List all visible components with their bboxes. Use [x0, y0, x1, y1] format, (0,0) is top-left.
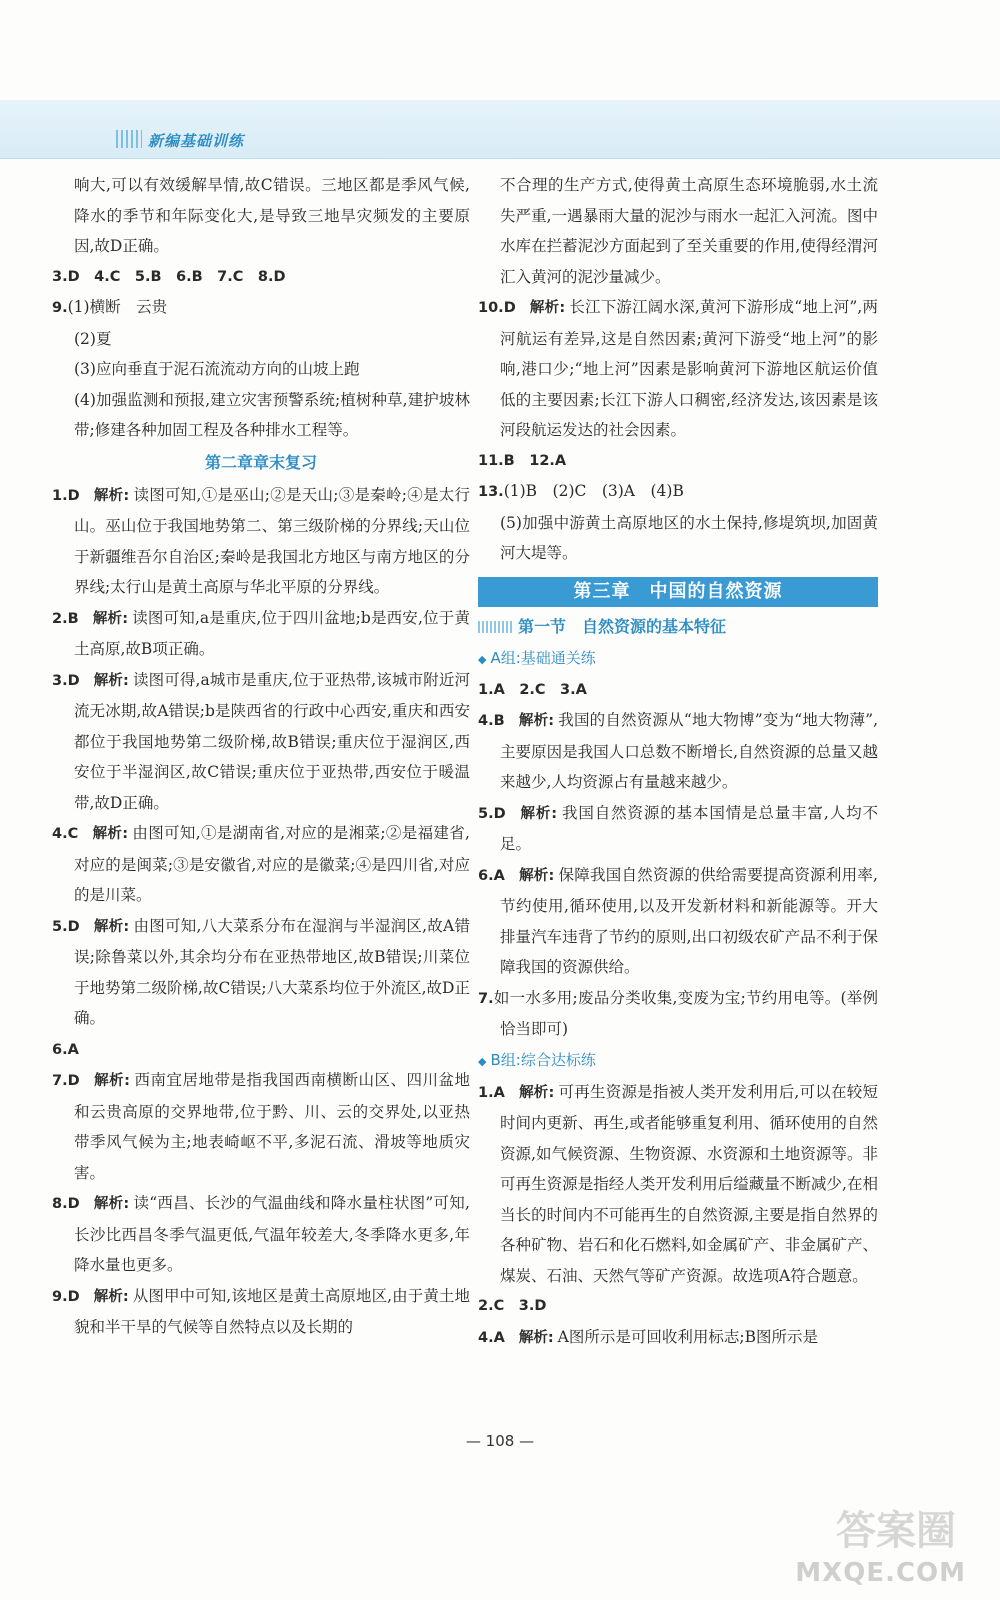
- page-number: — 108 —: [465, 1432, 535, 1450]
- answer-item: 8.D 解析: 读“西昌、长沙的气温曲线和降水量柱状图”可知,长沙比西昌冬季气温更低,气温年较差大,冬季降水更多,年降水量也更多。: [52, 1194, 470, 1274]
- question-number: 13.: [478, 484, 504, 500]
- question-number: 9.: [52, 300, 68, 316]
- watermark-site: MXQE.COM: [795, 1558, 966, 1588]
- answer-row: 2.C 3.D: [478, 1298, 547, 1314]
- answer-text: (5)加强中游黄土高原地区的水土保持,修堤筑坝,加固黄河大堤等。: [500, 513, 878, 562]
- chapter-banner: 第三章 中国的自然资源: [478, 577, 878, 607]
- answer-item: 5.D 解析: 由图可知,八大菜系分布在湿润与半湿润区,故A错误;除鲁菜以外,其余均分布在亚热带地区,故B错误;川菜位于地势第二级阶梯,故C错误;八大菜系均位于外流区,故D正确。: [52, 916, 470, 1027]
- series-title: 新编基础训练: [148, 132, 245, 150]
- answer-item: 5.D 解析: 我国自然资源的基本国情是总量丰富,人均不足。: [478, 803, 878, 853]
- diamond-icon: ◆: [478, 652, 487, 666]
- answer-item: 7.如一水多用;废品分类收集,变废为宝;节约用电等。(举例恰当即可): [478, 988, 878, 1038]
- watermark-glyph: 答案圈: [836, 1508, 956, 1554]
- answer-item: 9.D 解析: 从图甲中可知,该地区是黄土高原地区,由于黄土地貌和半干旱的气候等自然特点以及长期的: [52, 1286, 470, 1336]
- diamond-icon: ◆: [478, 1054, 487, 1068]
- answer-row: 1.A 2.C 3.A: [478, 681, 587, 698]
- answer-text: (1)横断 云贵: [67, 298, 168, 316]
- answer-text: (2)夏: [74, 329, 112, 348]
- answer-text: (4)加强监测和预报,建立灾害预警系统;植树种草,建护坡林带;修建各种加固工程及各种排水工程等。: [74, 390, 470, 439]
- answer-item: 1.D 解析: 读图可知,①是巫山;②是天山;③是秦岭;④是太行山。巫山位于我国地势第二、第三级阶梯的分界线;天山位于新疆维吾尔自治区;秦岭是我国北方地区与南方地区的分界线;太行山是黄土高原与华北平原的分界线。: [52, 485, 470, 596]
- answer-item: 6.A 解析: 保障我国自然资源的供给需要提高资源利用率,节约使用,循环使用,以及开发新材料和新能源等。开大排量汽车违背了节约的原则,出口初级农矿产品不利于保障我国的资源供给。: [478, 865, 878, 976]
- group-a-heading: ◆ A组:基础通关练: [478, 648, 596, 667]
- answer-item: 4.A 解析: A图所示是可回收利用标志;B图所示是: [478, 1327, 818, 1346]
- answer-item: 7.D 解析: 西南宜居地带是指我国西南横断山区、四川盆地和云贵高原的交界地带,位于黔、川、云的交界处,以亚热带季风气候为主;地表崎岖不平,多泥石流、滑坡等地质灾害。: [52, 1071, 470, 1182]
- answer-item: 4.B 解析: 我国的自然资源从“地大物博”变为“地大物薄”,主要原因是我国人口总数不断增长,自然资源的总量又越来越少,人均资源占有量越来越少。: [478, 711, 878, 791]
- answer-row: 11.B 12.A: [478, 452, 567, 469]
- section-dots: [478, 621, 512, 633]
- section-title: 第一节 自然资源的基本特征: [478, 611, 878, 643]
- watermark-logo: [795, 1502, 986, 1594]
- left-column: [52, 170, 470, 1343]
- answer-row: 3.D 4.C 5.B 6.B 7.C 8.D: [52, 268, 286, 285]
- right-column: [478, 170, 878, 1353]
- group-b-heading: ◆ B组:综合达标练: [478, 1050, 596, 1069]
- answer-item: 1.A 解析: 可再生资源是指被人类开发利用后,可以在较短时间内更新、再生,或者能够重复利用、循环使用的自然资源,如气候资源、生物资源、水资源和土地资源等。非可再生资源是指经人类开发利用后缢藏量不断减少,在相当长的时间内不可能再生的自然资源,主要是指自然界的各种矿物、岩石和化石燃料,如金属矿产、非金属矿产、煤炭、石油、天然气等矿产资源。故选项A符合题意。: [478, 1082, 878, 1285]
- answer-item: 10.D 解析: 长江下游江阔水深,黄河下游形成“地上河”,两河航运有差异,这是自然因素;黄河下游受“地上河”的影响,港口少;“地上河”因素是影响黄河下游地区航运价值低的主要因素;长江下游人口稠密,经济发达,该因素是该河段航运发达的社会因素。: [478, 298, 878, 439]
- answer-item: 2.B 解析: 读图可知,a是重庆,位于四川盆地;b是西安,位于黄土高原,故B项正确。: [52, 608, 470, 658]
- answer-item: 6.A: [52, 1041, 79, 1058]
- continued-text: 响大,可以有效缓解旱情,故C错误。三地区都是季风气候,降水的季节和年际变化大,是导致三地旱灾频发的主要原因,故D正确。: [74, 176, 470, 255]
- answer-text: (1)B (2)C (3)A (4)B: [503, 482, 684, 500]
- review-section-title: 第二章章末复习: [204, 452, 317, 472]
- answer-text: (3)应向垂直于泥石流流动方向的山坡上跑: [74, 360, 360, 378]
- header-stripes: [116, 130, 142, 148]
- answer-item: 4.C 解析: 由图可知,①是湖南省,对应的是湘菜;②是福建省,对应的是闽菜;③是安徽省,对应的是徽菜;④是四川省,对应的是川菜。: [52, 824, 470, 904]
- continued-text: 不合理的生产方式,使得黄土高原生态环境脆弱,水土流失严重,一遇暴雨大量的泥沙与雨水一起汇入河流。图中水库在拦蓄泥沙方面起到了至关重要的作用,使得经渭河汇入黄河的泥沙量减少。: [500, 176, 878, 286]
- answer-item: 3.D 解析: 读图可得,a城市是重庆,位于亚热带,该城市附近河流无冰期,故A错误;b是陕西省的行政中心西安,重庆和西安都位于我国地势第二级阶梯,故B错误;重庆位于湿润区,西安位于半湿润区,故C错误;重庆位于亚热带,西安位于暖温带,故D正确。: [52, 670, 470, 812]
